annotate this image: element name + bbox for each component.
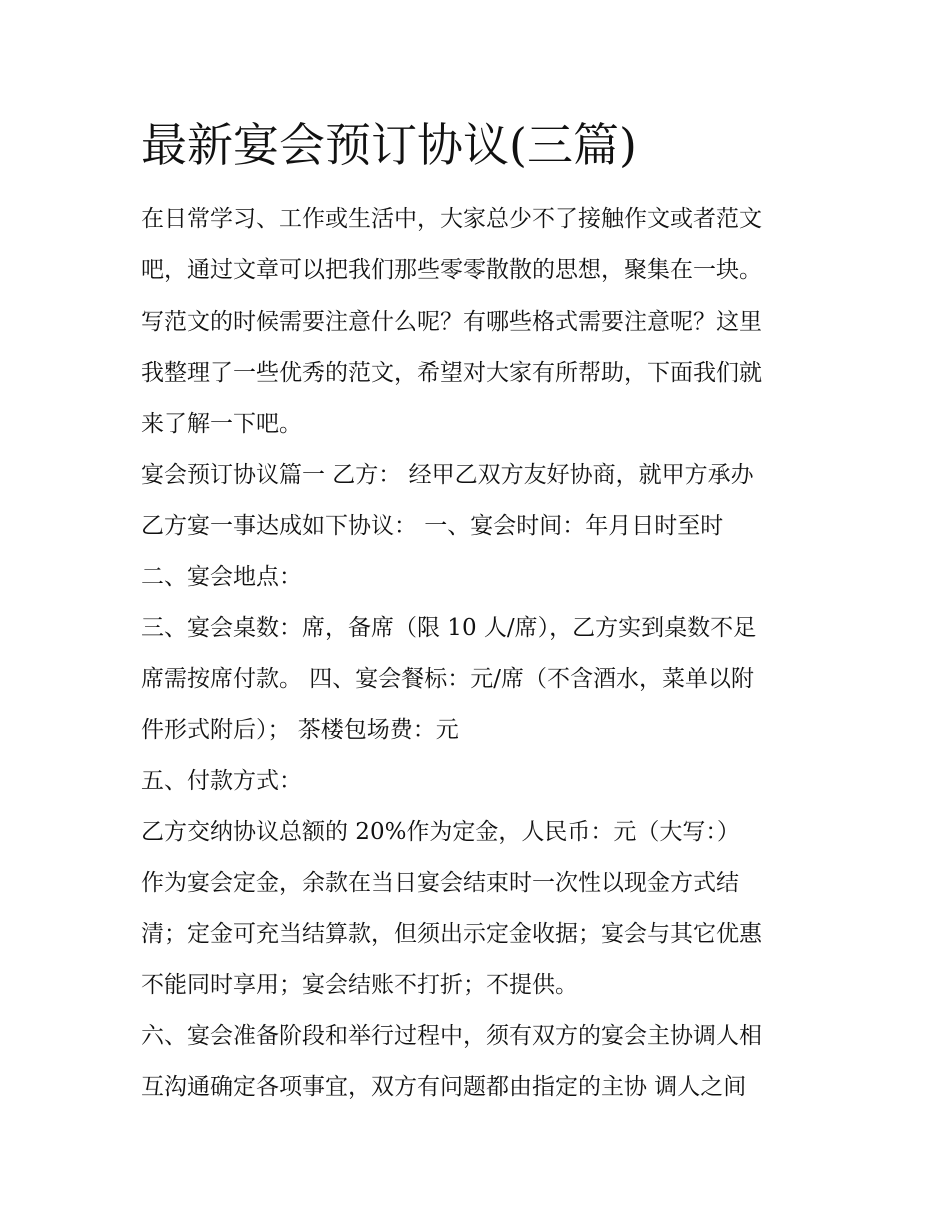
document-title: 最新宴会预订协议(三篇) xyxy=(141,118,637,172)
body-line: 不能同时享用；宴会结账不打折；不提供。 xyxy=(141,972,578,998)
body-line: 宴会预订协议篇一 乙方： 经甲乙双方友好协商，就甲方承办 xyxy=(141,462,754,488)
body-line: 五、付款方式： xyxy=(141,768,302,794)
body-line: 写范文的时候需要注意什么呢？有哪些格式需要注意呢？这里 xyxy=(141,309,762,335)
body-line: 来了解一下吧。 xyxy=(141,411,302,437)
body-line: 我整理了一些优秀的范文，希望对大家有所帮助，下面我们就 xyxy=(141,360,762,386)
body-line: 六、宴会准备阶段和举行过程中，须有双方的宴会主协调人相 xyxy=(141,1023,762,1049)
body-line: 件形式附后）； 茶楼包场费：元 xyxy=(141,717,459,743)
body-line: 清；定金可充当结算款，但须出示定金收据；宴会与其它优惠 xyxy=(141,921,762,947)
body-line: 二、宴会地点： xyxy=(141,564,302,590)
body-line: 席需按席付款。 四、宴会餐标：元/席（不含酒水，菜单以附 xyxy=(141,666,755,692)
body-line: 三、宴会桌数：席，备席（限 10 人/席），乙方实到桌数不足 xyxy=(141,615,757,641)
body-line: 乙方交纳协议总额的 20%作为定金，人民币：元（大写：） xyxy=(141,819,740,845)
body-line: 互沟通确定各项事宜，双方有问题都由指定的主协 调人之间 xyxy=(141,1074,747,1100)
body-line: 作为宴会定金，余款在当日宴会结束时一次性以现金方式结 xyxy=(141,870,739,896)
body-line: 吧，通过文章可以把我们那些零零散散的思想，聚集在一块。 xyxy=(141,257,762,283)
body-line: 在日常学习、工作或生活中，大家总少不了接触作文或者范文 xyxy=(141,206,762,232)
body-line: 乙方宴一事达成如下协议： 一、宴会时间：年月日时至时 xyxy=(141,513,724,539)
